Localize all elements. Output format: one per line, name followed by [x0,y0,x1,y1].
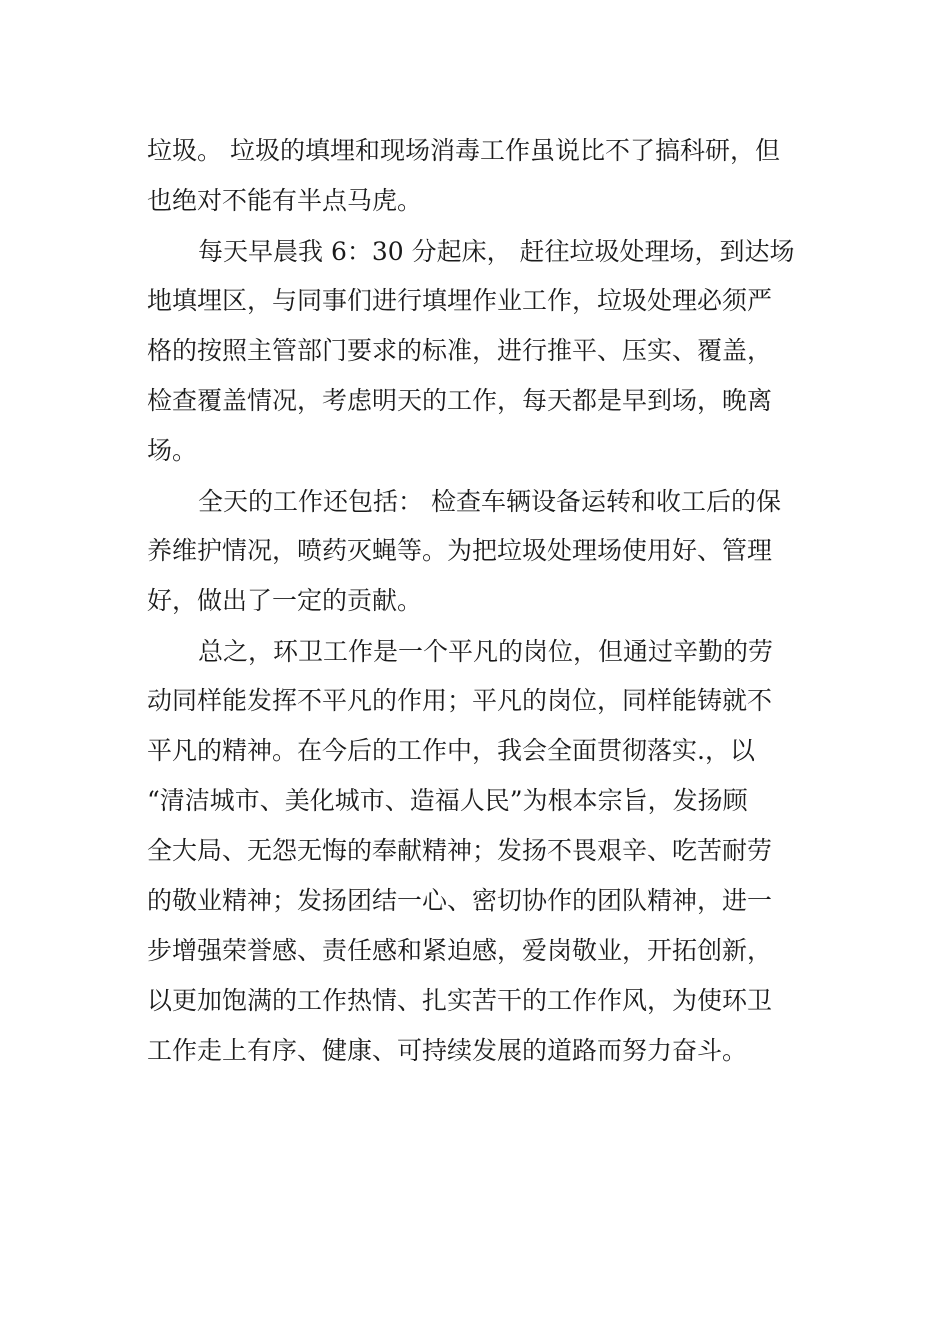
line-text: 场。 [147,436,198,465]
text-line [0,926,950,976]
line-text: 好，做出了一定的贡献。 [147,586,423,615]
line-text: 垃圾。 垃圾的填埋和现场消毒工作虽说比不了搞科研，但 [147,136,780,165]
line-text: 也绝对不能有半点马虎。 [147,186,423,215]
line-text: 以更加饱满的工作热情、扎实苦干的工作作风，为使环卫 [147,986,773,1015]
line-text: 格的按照主管部门要求的标准，进行推平、压实、覆盖， [147,336,773,365]
text-line [0,477,950,527]
line-text: 地填埋区，与同事们进行填埋作业工作，垃圾处理必须严 [147,286,773,315]
line-text: 全天的工作还包括： 检查车辆设备运转和收工后的保 [198,487,781,516]
line-text: 总之，环卫工作是一个平凡的岗位，但通过辛勤的劳 [198,637,774,666]
text-line [0,776,950,826]
line-text: “清洁城市、美化城市、造福人民”为根本宗旨，发扬顾 [147,786,748,815]
line-text: 工作走上有序、健康、可持续发展的道路而努力奋斗。 [147,1036,748,1065]
text-line [0,1026,950,1076]
text-line [0,976,950,1026]
text-line [0,176,950,226]
text-line [0,426,950,476]
line-text: 检查覆盖情况，考虑明天的工作，每天都是早到场，晚离 [147,386,773,415]
text-line [0,726,950,776]
text-line [0,627,950,677]
line-text: 平凡的精神。在今后的工作中，我会全面贯彻落实.，以 [147,736,755,765]
text-line [0,326,950,376]
text-line [0,126,950,176]
text-line [0,227,950,277]
text-line [0,576,950,626]
text-line [0,526,950,576]
line-text: 全大局、无怨无悔的奉献精神；发扬不畏艰辛、吃苦耐劳 [147,836,773,865]
line-text: 每天早晨我 6：30 分起床， 赶往垃圾处理场，到达场 [198,237,795,266]
line-text: 养维护情况，喷药灭蝇等。为把垃圾处理场使用好、管理 [147,536,773,565]
text-line [0,676,950,726]
line-text: 动同样能发挥不平凡的作用；平凡的岗位，同样能铸就不 [147,686,773,715]
line-text: 的敬业精神；发扬团结一心、密切协作的团队精神，进一 [147,886,773,915]
line-text: 步增强荣誉感、责任感和紧迫感，爱岗敬业，开拓创新， [147,936,773,965]
text-line [0,376,950,426]
text-line [0,826,950,876]
text-line [0,876,950,926]
text-line [0,276,950,326]
